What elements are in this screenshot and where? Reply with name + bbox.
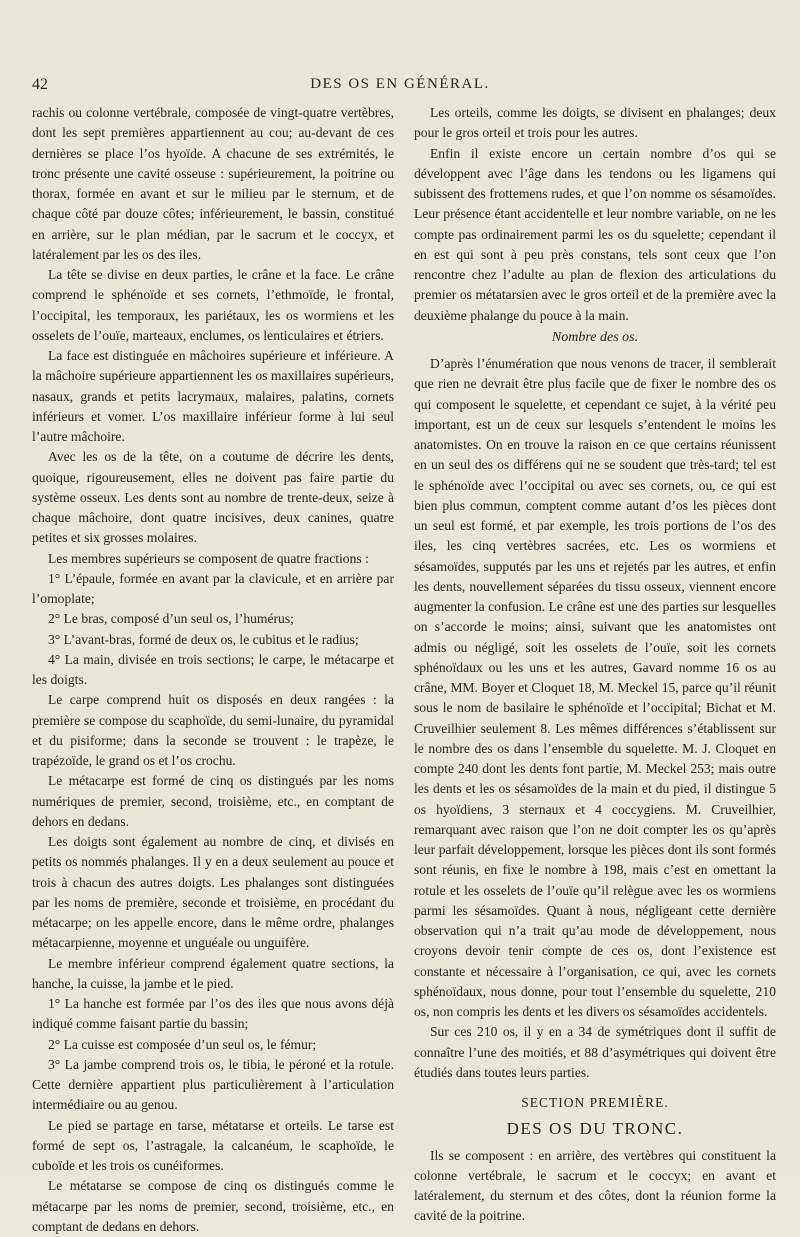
page-number: 42 (32, 76, 48, 93)
paragraph: Le pied se partage en tarse, métatarse et orteils. Le tarse est formé de sept os, l’astragale, la calcanéum, le scaphoïde, le cuboïde et les trois os cunéiformes. (32, 1117, 394, 1173)
list-item: 3° La jambe comprend trois os, le tibia, le péroné et la rotule. Cette dernière appartient plus particulièrement à l’articulation intermédiaire ou au genou. (32, 1056, 394, 1113)
paragraph: Enfin il existe encore un certain nombre d’os qui se développent avec l’âge dans les tendons ou les ligamens qui subissent des frottemens rudes, et que l’on nomme os sésamoïdes. Leur présence étant accidentelle et leur nombre variable, on ne les compte pas ordinairement parmi les os du squelette; cependant il en est qui sont à peu près constans, tels sont ceux que l’on rencontre chez l’adulte au plan de flexion des articulations du premier os métatarsien avec le gros orteil et de la première avec la deuxième phalange du pouce à la main. (414, 145, 776, 323)
right-column (414, 103, 776, 1227)
page-header (0, 76, 800, 98)
running-head: DES OS EN GÉNÉRAL. (310, 76, 490, 92)
paragraph: Le métacarpe est formé de cinq os distingués par les noms numériques de premier, second, troisième, etc., en comptant de dehors en dedans. (32, 773, 394, 829)
list-item: 1° La hanche est formée par l’os des iles que nous avons déjà indiqué comme faisant partie du bassin; (32, 996, 394, 1032)
list-item: 1° L’épaule, formée en avant par la clavicule, et en arrière par l’omoplate; (32, 570, 394, 606)
paragraph: Les membres supérieurs se composent de quatre fractions : (48, 550, 369, 566)
list-item: 2° Le bras, composé d’un seul os, l’humérus; (48, 611, 294, 627)
list-item: 2° La cuisse est composée d’un seul os, le fémur; (48, 1036, 317, 1052)
paragraph: Sur ces 210 os, il y en a 34 de symétriques dont il suffit de connaître l’une des moitiés, et 88 d’asymétriques qui doivent être étudiés dans toutes leurs parties. (414, 1024, 776, 1080)
paragraph: Le carpe comprend huit os disposés en deux rangées : la première se compose du scaphoïde, du semi-lunaire, du pyramidal et du pisiforme; dans la seconde se trouvent : le trapèze, le trapézoïde, le grand os et l’os crochu. (32, 692, 394, 768)
paragraph: Ils se composent : en arrière, des vertèbres qui constituent la colonne vertébrale, le sacrum et le coccyx; en avant et latéralement, du sternum et des côtes, dont la réunion forme la cavité de la poitrine. (414, 1147, 776, 1224)
paragraph: rachis ou colonne vertébrale, composée de vingt-quatre vertèbres, dont les sept premières appartiennent au cou; au-devant de ces dernières se place l’os hyoïde. A chacune de ses extrémités, le tronc présente une cavité osseuse : supérieurement, la poitrine ou thorax, formée en avant et sur le milieu par le sternum, et de chaque côté par douze côtes; inférieurement, le bassin, constitué en arrière, sur le plan médian, par le sacrum et le coccyx, et latéralement par les os des iles. (32, 105, 394, 262)
list-item: 4° La main, divisée en trois sections; le carpe, le métacarpe et les doigts. (32, 651, 394, 687)
section-title: DES OS DU TRONC. (506, 1119, 684, 1139)
left-column (32, 103, 394, 1237)
paragraph: Les orteils, comme les doigts, se divisent en phalanges; deux pour le gros orteil et trois pour les autres. (414, 105, 776, 141)
paragraph: Le métatarse se compose de cinq os distingués comme le métacarpe par les noms de premier, second, troisième, etc., en comptant de dedans en dehors. (32, 1178, 394, 1234)
list-item: 3° L’avant-bras, formé de deux os, le cubitus et le radius; (48, 631, 359, 647)
paragraph: Avec les os de la tête, on a coutume de décrire les dents, quoique, rigoureusement, elles ne doivent pas faire partie du système osseux. Les dents sont au nombre de trente-deux, seize à chaque mâchoire, dont quatre incisives, deux canines, quatre petites et six grosses molaires. (32, 449, 394, 546)
paragraph: Le membre inférieur comprend également quatre sections, la hanche, la cuisse, la jambe et le pied. (32, 955, 394, 991)
paragraph: D’après l’énumération que nous venons de tracer, il semblerait que rien ne devrait être plus facile que de fixer le nombre des os qui composent le squelette, et cependant ce sujet, à la vérité peu important, est un de ceux sur lesquels s’entendent le moins les anatomistes. On en trouve la raison en ce que certains réunissent en un seul des os différens qui ne se soudent que très-tard; tel est le sphénoïde avec l’occipital ou avec ses cornets, ou, ce qui est bien plus commun, comptent comme autant d’os les pièces dont un seul est formé, et par exemple, les trois portions de l’os des iles, les cinq vertèbres sacrées, etc. Les os wormiens et sésamoïdes, supputés par les uns et rejetés par les autres, et enfin les dents, nouvellement séparées du tissu osseux, viennent encore augmenter la confusion. Le crâne est une des parties sur lesquelles on s’accorde le moins; ainsi, suivant que les anatomistes ont admis ou négligé, soit les osselets de l’ouïe, soit les cornets sphénoïdaux ou les uns et les autres, Gavard nomme 16 os au crâne, MM. Boyer et Cloquet 18, M. Meckel 15, parce qu’il réunit sous le nom de basilaire le sphénoïde et l’occipital; Bichat et M. Cruveilhier seulement 8. Les mêmes différences s’établissent sur le nombre des os dans l’ensemble du squelette. M. J. Cloquet en compte 240 dont les dents font partie, M. Meckel 253; mais outre les dents et les os sésamoïdes de la main et du pied, il distingue 5 os hyoïdiens, 3 sternaux et 4 coccygiens. M. Cruveilhier, remarquant avec raison que l’on ne doit compter les os qu’après leur parfait développement, lorsque les pièces dont ils sont formés sont réunis, en fixe le nombre à 198, mais c’est en omettant la rotule et les osselets de l’ouïe qu’il relègue avec les os wormiens parmi les sésamoïdes. Quant à nous, négligeant cette dernière observation qui n’a trait qu’au mode de développement, nous croyons devoir tenir compte de ces os, dont l’existence est constante et nécessaire à l’organisation, ce qui, avec les cornets sphénoïdaux, nous donne, pour tout l’ensemble du squelette, 210 os, non compris les dents et les divers os sésamoïdes accidentels. (414, 356, 776, 1019)
paragraph: La face est distinguée en mâchoires supérieure et inférieure. A la mâchoire supérieure appartiennent les os maxillaires supérieurs, nasaux, grands et petits lacrymaux, malaires, palatins, cornets inférieurs et vomer. L’os maxillaire inférieur forme à lui seul l’autre mâchoire. (32, 348, 394, 444)
section-label: SECTION PREMIÈRE. (521, 1095, 669, 1110)
subheading: Nombre des os. (551, 329, 639, 345)
paragraph: La tête se divise en deux parties, le crâne et la face. Le crâne comprend le sphénoïde et ses cornets, l’ethmoïde, le frontal, l’occipital, les temporaux, les pariétaux, les os wormiens et les osselets de l’ouïe, marteaux, enclumes, os lenticulaires et étriers. (32, 267, 394, 343)
paragraph: Les doigts sont également au nombre de cinq, et divisés en petits os nommés phalanges. Il y en a deux seulement au pouce et trois à chacun des autres doigts. Les phalanges sont distinguées par les noms de première, seconde et troisième, en procédant du métacarpe; on les appelle encore, dans le même ordre, phalanges métacarpienne, moyenne et unguéale ou unguifère. (32, 834, 394, 951)
